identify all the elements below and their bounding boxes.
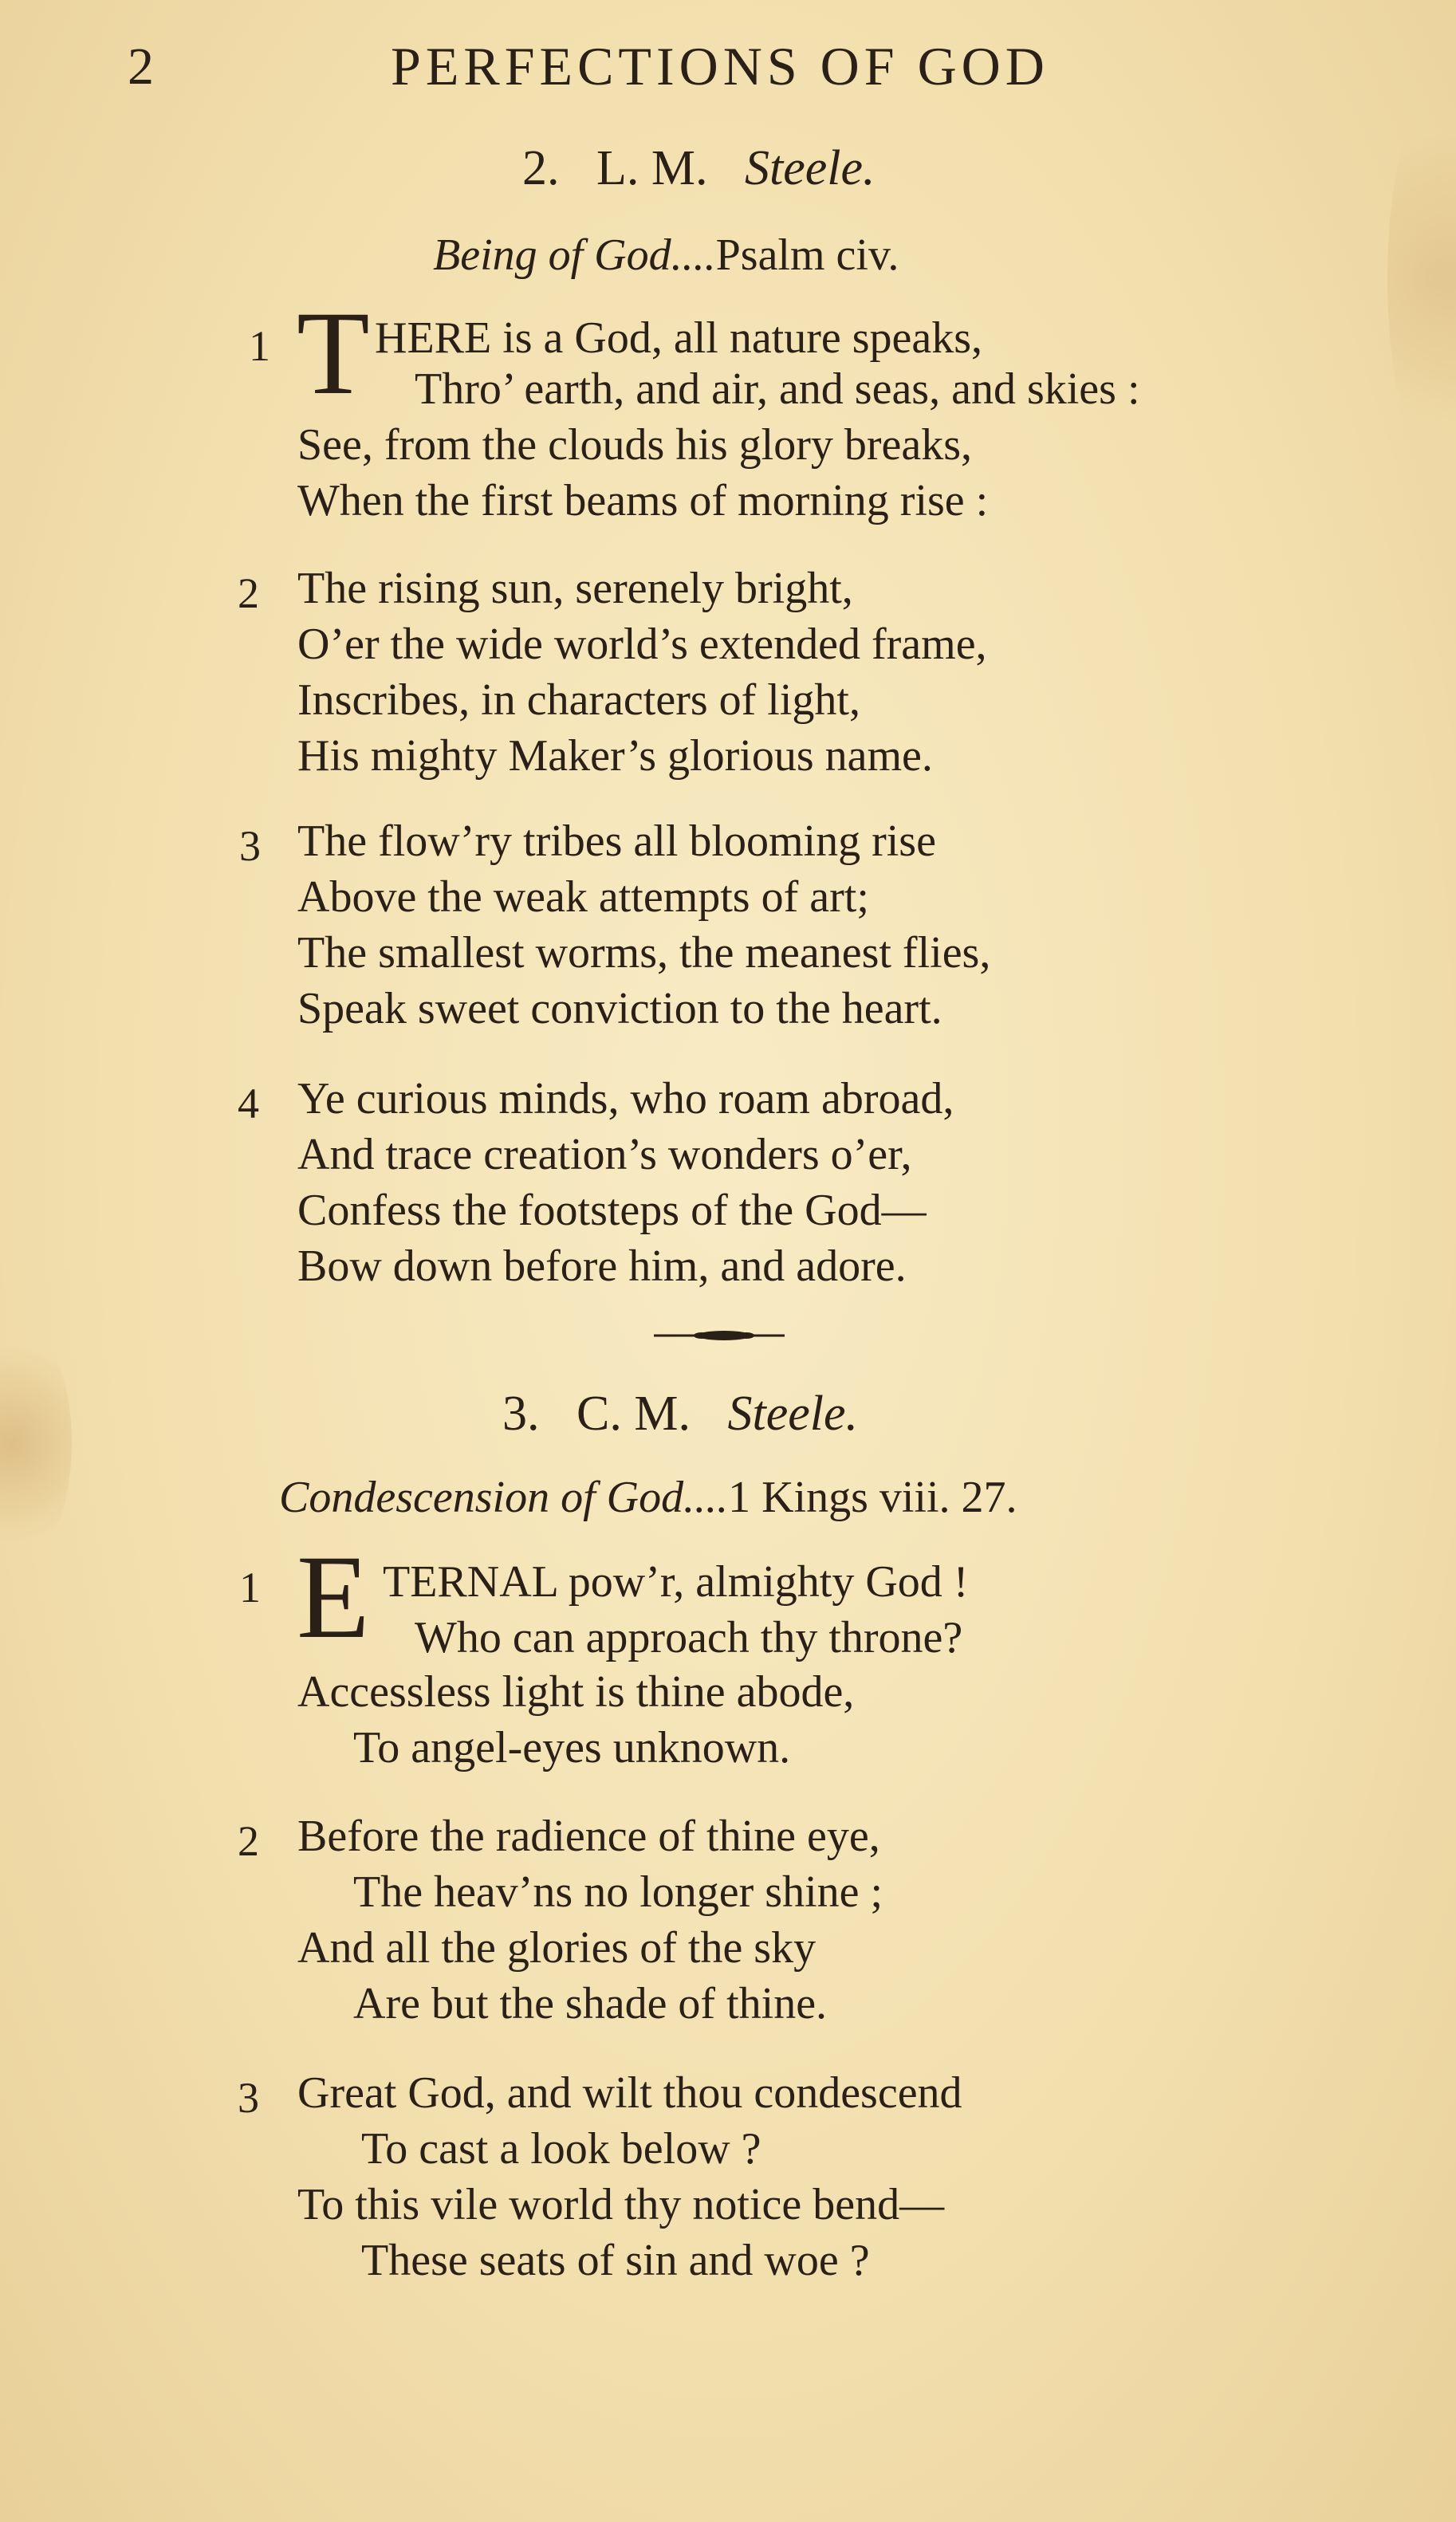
ornament-divider <box>654 1330 785 1341</box>
stanza-number: 1 <box>239 1564 261 1611</box>
verse-line: Ye curious minds, who roam abroad, <box>297 1074 954 1123</box>
verse-line: And all the glories of the sky <box>297 1923 817 1973</box>
verse-line: Who can approach thy throne? <box>415 1613 963 1662</box>
verse-line: TERNAL pow’r, almighty God ! <box>383 1557 969 1607</box>
verse-line: When the first beams of morning rise : <box>297 476 989 525</box>
verse-line: These seats of sin and woe ? <box>361 2236 870 2285</box>
verse-line: Thro’ earth, and air, and seas, and skies : <box>415 364 1140 414</box>
verse-line: Above the weak attempts of art; <box>297 872 869 922</box>
verse-line: Inscribes, in characters of light, <box>297 675 860 725</box>
hymn-subject <box>433 230 899 281</box>
verse-line: The smallest worms, the meanest flies, <box>297 928 991 978</box>
stanza-number: 1 <box>249 322 270 370</box>
verse-line: O’er the wide world’s extended frame, <box>297 620 987 669</box>
stanza-number: 2 <box>238 1817 259 1865</box>
drop-cap: T <box>297 287 370 419</box>
subject-reference: 1 Kings viii. 27. <box>728 1473 1017 1522</box>
verse-line: His mighty Maker’s glorious name. <box>297 731 933 781</box>
hymn-meter: C. M. <box>576 1387 691 1441</box>
stanza-number: 3 <box>239 822 261 870</box>
verse-line: See, from the clouds his glory breaks, <box>297 420 973 470</box>
stanza-number: 3 <box>238 2074 259 2122</box>
subject-title: Being of God.... <box>433 230 716 280</box>
stanza-number: 2 <box>238 569 259 617</box>
verse-line: Confess the footsteps of the God— <box>297 1186 927 1235</box>
verse-line: Bow down before him, and adore. <box>297 1241 907 1291</box>
running-title: PERFECTIONS OF GOD <box>391 36 1049 96</box>
stanza-number: 4 <box>238 1080 259 1127</box>
hymn-author: Steele. <box>727 1387 858 1441</box>
verse-line: Before the radience of thine eye, <box>297 1812 880 1861</box>
page-number: 2 <box>128 37 154 96</box>
hymn-meter: L. M. <box>596 141 708 195</box>
verse-line: To angel-eyes unknown. <box>353 1723 791 1772</box>
subject-title: Condescension of God.... <box>279 1473 729 1522</box>
verse-line: The flow’ry tribes all blooming rise <box>297 816 936 866</box>
hymn-subject <box>279 1472 1017 1523</box>
hymn-number: 3. <box>502 1387 540 1441</box>
subject-reference: Psalm civ. <box>715 230 899 280</box>
verse-line: The heav’ns no longer shine ; <box>353 1867 883 1917</box>
hymn-author: Steele. <box>745 141 876 195</box>
hymn-number: 2. <box>522 141 560 195</box>
verse-line: To cast a look below ? <box>361 2124 761 2174</box>
verse-line: To this vile world thy notice bend— <box>297 2180 945 2229</box>
verse-line: Speak sweet conviction to the heart. <box>297 984 942 1033</box>
verse-line: And trace creation’s wonders o’er, <box>297 1130 912 1179</box>
drop-cap: E <box>297 1531 370 1663</box>
verse-line: Are but the shade of thine. <box>353 1979 828 2028</box>
paper-stain <box>1387 80 1456 478</box>
hymn-heading <box>522 140 876 197</box>
verse-line: The rising sun, serenely bright, <box>297 564 853 613</box>
verse-line: Accessless light is thine abode, <box>297 1667 855 1717</box>
verse-line: HERE is a God, all nature speaks, <box>375 313 983 363</box>
hymn-heading <box>502 1386 858 1442</box>
verse-line: Great God, and wilt thou condescend <box>297 2068 962 2118</box>
paper-stain <box>0 1316 72 1571</box>
